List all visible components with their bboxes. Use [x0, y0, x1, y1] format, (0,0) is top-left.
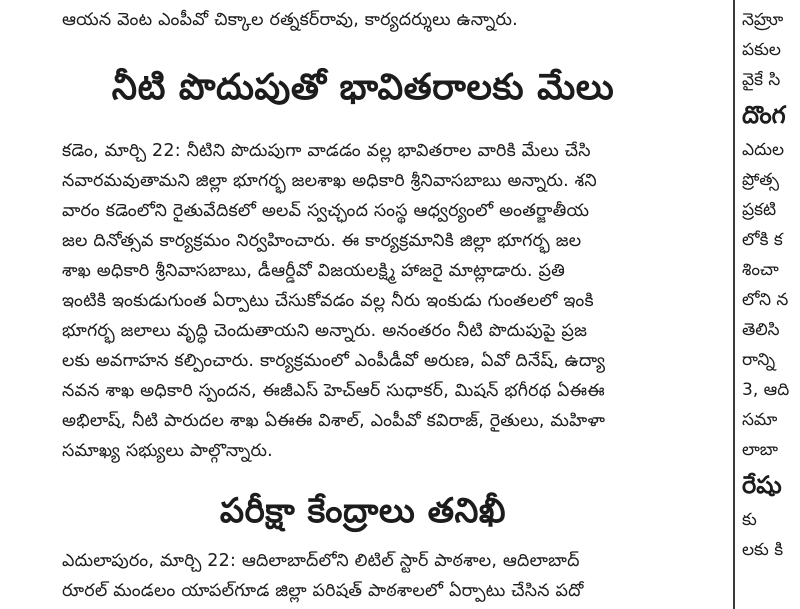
text-line: సమాఖ్య సభ్యులు పాల్గొన్నారు. [62, 441, 273, 461]
side-text-line: నెహ్రూ [742, 10, 784, 30]
side-text-line: ఎదుల [742, 140, 785, 160]
side-text-line: లాబా [742, 440, 779, 460]
article-headline-exam-centers: పరీక్షా కేంద్రాలు తనిఖీ [219, 491, 507, 531]
text-line: శాఖ అధికారి శ్రీనివాసబాబు, డీఆర్డీవో విజయలక్ష్మి హాజరై మాట్లాడారు. ప్రతి [62, 261, 566, 281]
side-headline: దొంగ [742, 101, 786, 129]
text-line: భూగర్భ జలాలు వృద్ధి చెందుతాయని అన్నారు. అనంతరం నీటి పొదుపుపై ప్రజ [62, 321, 588, 341]
text-line: ఆయన వెంట ఎంపీవో చిక్కాల రత్నకర్‌రావు, కార్యదర్శులు ఉన్నారు. [62, 10, 518, 30]
text-line: నవన శాఖ అధికారి స్పందన, ఈజీఎస్ హెచ్ఆర్ సుధాకర్, మిషన్ భగీరథ ఏఈఈ [62, 381, 605, 401]
side-text-line: కు [742, 510, 757, 530]
text-line: జల దినోత్సవ కార్యక్రమం నిర్వహించారు. ఈ కార్యక్రమానికి జిల్లా భూగర్భ జల [62, 231, 582, 251]
side-text-line: శించా [742, 260, 779, 280]
side-text-line: సమా [742, 410, 778, 430]
text-line: రూరల్ మండలం యాపల్‌గూడ జిల్లా పరిషత్ పాఠశాలలో ఏర్పాటు చేసిన పదో [62, 581, 584, 601]
side-text-line: తెలిసి [742, 320, 780, 340]
article-body-water-conservation [62, 136, 722, 466]
side-text-line: లకు కి [742, 540, 784, 560]
text-line: ఇంటికి ఇంకుడుగుంత ఏర్పాటు చేసుకోవడం వల్ల నీరు ఇంకుడు గుంతలలో ఇంకి [62, 291, 594, 311]
text-line: అభిలాష్, నీటి పారుదల శాఖ ఏఈఈ విశాల్, ఎంపీవో కవిరాజ్, రైతులు, మహిళా [62, 411, 606, 431]
side-text-line: రాన్ని [742, 350, 776, 370]
side-text-line: 3, ఆది [742, 380, 790, 400]
text-line: లకు అవగాహన కల్పించారు. కార్యక్రమంలో ఎంపీడీవో అరుణ, ఏవో దినేష్, ఉద్యా [62, 351, 606, 371]
side-column [742, 0, 800, 609]
side-text-line: పకుల [742, 40, 781, 60]
column-divider [733, 0, 735, 609]
side-text-line: లోని న [742, 290, 789, 310]
article-body-exam-centers [62, 546, 722, 606]
text-line: వారం కడెంలోని రైతువేదికలో అలవ్ స్వచ్ఛంద సంస్థ ఆధ్వర్యంలో అంతర్జాతీయ [62, 201, 590, 221]
text-line: కడెం, మార్చి 22: నీటిని పొదుపుగా వాడడం వల్ల భావితరాల వారికి మేలు చేసి [62, 141, 591, 161]
side-headline-2: రేషు [742, 471, 782, 499]
side-text-line: ప్రకటి [742, 200, 777, 220]
article-headline-water-conservation: నీటి పొదుపుతో భావితరాలకు మేలు [111, 67, 615, 108]
side-text-line: లోకి క [742, 230, 783, 250]
side-text-line: ప్రోత్స [742, 170, 780, 190]
text-line: నవారమవుతామని జిల్లా భూగర్భ జలశాఖ అధికారి శ్రీనివాసబాబు అన్నారు. శని [62, 171, 597, 191]
side-text-line: వైకే సి [742, 70, 781, 90]
text-line: ఎదులాపురం, మార్చి 22: ఆదిలాబాద్‌లోని లిటిల్ స్టార్ పాఠశాల, ఆదిలాబాద్ [62, 551, 580, 571]
previous-article-tail [62, 5, 722, 35]
